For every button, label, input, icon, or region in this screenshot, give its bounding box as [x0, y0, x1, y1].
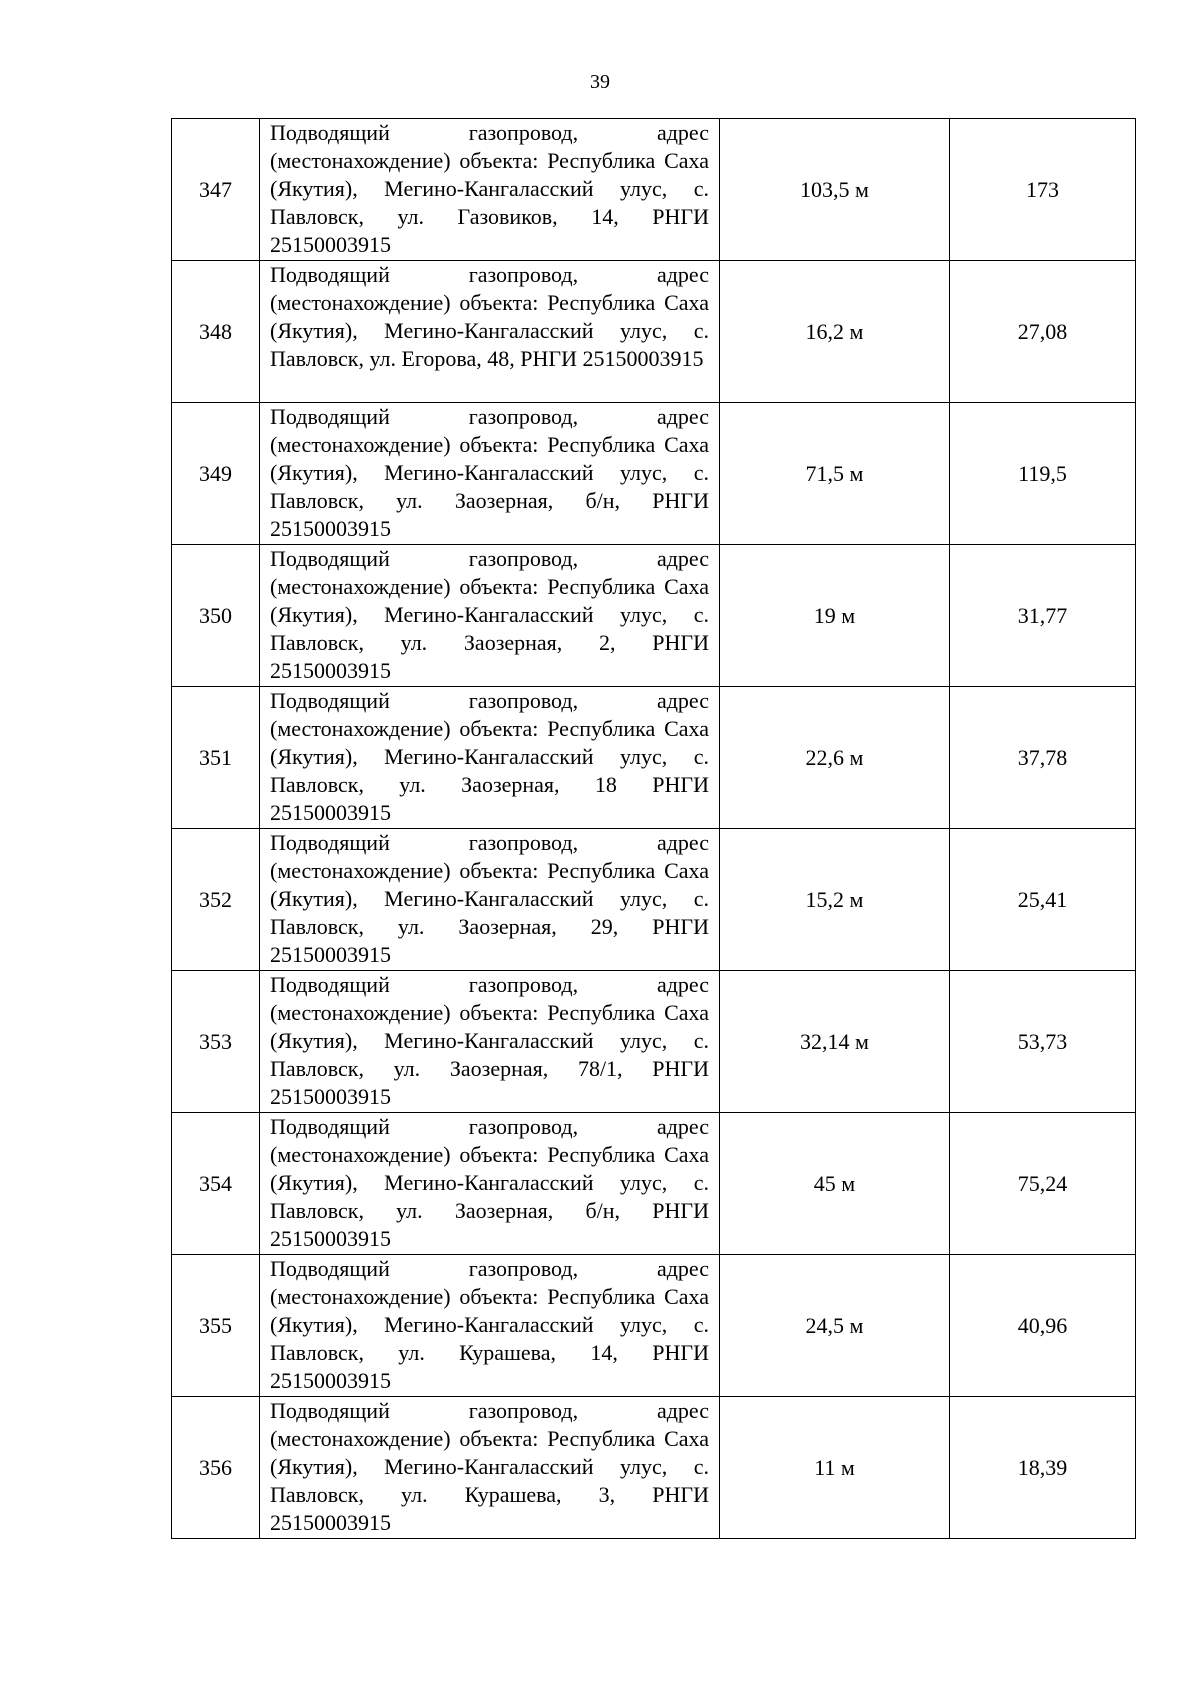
row-number: 348 [172, 261, 260, 403]
row-length: 11 м [720, 1397, 950, 1539]
table-row [172, 971, 1136, 1113]
row-number: 347 [172, 119, 260, 261]
row-value: 18,39 [950, 1397, 1136, 1539]
row-description [260, 1397, 720, 1539]
row-description-text: Подводящий газопровод, адрес (местонахождение) объекта: Республика Саха (Якутия), Мегино-Кангаласский улус, с. Павловск, ул. Заозерная, б/н, РНГИ 25150003915 [270, 1114, 709, 1251]
row-value: 75,24 [950, 1113, 1136, 1255]
row-description [260, 829, 720, 971]
row-description-text: Подводящий газопровод, адрес (местонахождение) объекта: Республика Саха (Якутия), Мегино-Кангаласский улус, с. Павловск, ул. Курашева, 14, РНГИ 25150003915 [270, 1256, 709, 1393]
table-row [172, 829, 1136, 971]
row-description-text: Подводящий газопровод, адрес (местонахождение) объекта: Республика Саха (Якутия), Мегино-Кангаласский улус, с. Павловск, ул. Егорова, 48, РНГИ 25150003915 [270, 262, 709, 371]
row-length: 103,5 м [720, 119, 950, 261]
row-value: 40,96 [950, 1255, 1136, 1397]
row-number: 350 [172, 545, 260, 687]
row-description [260, 687, 720, 829]
row-length: 24,5 м [720, 1255, 950, 1397]
table-row [172, 687, 1136, 829]
row-length: 19 м [720, 545, 950, 687]
row-description-text: Подводящий газопровод, адрес (местонахождение) объекта: Республика Саха (Якутия), Мегино-Кангаласский улус, с. Павловск, ул. Заозерная, 29, РНГИ 25150003915 [270, 830, 709, 967]
row-description-text: Подводящий газопровод, адрес (местонахождение) объекта: Республика Саха (Якутия), Мегино-Кангаласский улус, с. Павловск, ул. Газовиков, 14, РНГИ 25150003915 [270, 120, 709, 257]
row-length: 22,6 м [720, 687, 950, 829]
row-number: 354 [172, 1113, 260, 1255]
row-description-text: Подводящий газопровод, адрес (местонахождение) объекта: Республика Саха (Якутия), Мегино-Кангаласский улус, с. Павловск, ул. Заозерная, 2, РНГИ 25150003915 [270, 546, 709, 683]
row-number: 355 [172, 1255, 260, 1397]
row-description-text: Подводящий газопровод, адрес (местонахождение) объекта: Республика Саха (Якутия), Мегино-Кангаласский улус, с. Павловск, ул. Заозерная, 78/1, РНГИ 25150003915 [270, 972, 709, 1109]
row-value: 173 [950, 119, 1136, 261]
table-row [172, 119, 1136, 261]
row-description [260, 1255, 720, 1397]
table-row [172, 1397, 1136, 1539]
row-length: 45 м [720, 1113, 950, 1255]
row-length: 16,2 м [720, 261, 950, 403]
registry-table [171, 118, 1136, 1539]
row-value: 53,73 [950, 971, 1136, 1113]
table-row [172, 545, 1136, 687]
table-row [172, 1113, 1136, 1255]
row-value: 37,78 [950, 687, 1136, 829]
row-value: 119,5 [950, 403, 1136, 545]
row-length: 15,2 м [720, 829, 950, 971]
row-number: 353 [172, 971, 260, 1113]
row-number: 351 [172, 687, 260, 829]
table-row [172, 261, 1136, 403]
row-number: 356 [172, 1397, 260, 1539]
table-row [172, 403, 1136, 545]
row-length: 32,14 м [720, 971, 950, 1113]
row-description-text: Подводящий газопровод, адрес (местонахождение) объекта: Республика Саха (Якутия), Мегино-Кангаласский улус, с. Павловск, ул. Заозерная, б/н, РНГИ 25150003915 [270, 404, 709, 541]
row-description [260, 971, 720, 1113]
row-description-text: Подводящий газопровод, адрес (местонахождение) объекта: Республика Саха (Якутия), Мегино-Кангаласский улус, с. Павловск, ул. Курашева, 3, РНГИ 25150003915 [270, 1398, 709, 1535]
row-length: 71,5 м [720, 403, 950, 545]
row-description [260, 545, 720, 687]
page-number: 39 [590, 71, 610, 93]
row-description [260, 261, 720, 403]
row-description [260, 119, 720, 261]
row-value: 31,77 [950, 545, 1136, 687]
table-row [172, 1255, 1136, 1397]
row-number: 352 [172, 829, 260, 971]
row-description [260, 1113, 720, 1255]
row-description [260, 403, 720, 545]
row-description-text: Подводящий газопровод, адрес (местонахождение) объекта: Республика Саха (Якутия), Мегино-Кангаласский улус, с. Павловск, ул. Заозерная, 18 РНГИ 25150003915 [270, 688, 709, 825]
row-value: 27,08 [950, 261, 1136, 403]
row-number: 349 [172, 403, 260, 545]
row-value: 25,41 [950, 829, 1136, 971]
